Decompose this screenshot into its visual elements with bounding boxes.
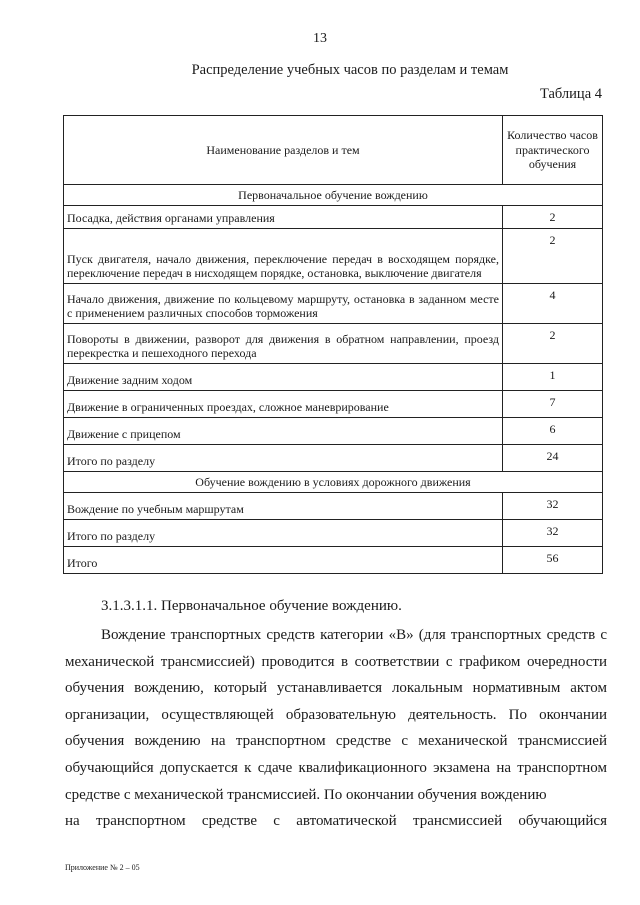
table-label: Таблица 4 xyxy=(539,86,602,102)
row-hours: 1 xyxy=(503,364,603,391)
table-row xyxy=(64,418,603,445)
row-hours: 4 xyxy=(503,284,603,324)
section-heading: 3.1.3.1.1. Первоначальное обучение вождению. xyxy=(101,598,402,614)
row-hours: 2 xyxy=(503,229,603,284)
table-header-row xyxy=(64,116,603,185)
row-name: Начало движения, движение по кольцевому маршруту, остановка в заданном месте с применением различных способов торможения xyxy=(64,284,503,324)
table-row xyxy=(64,493,603,520)
table-row xyxy=(64,284,603,324)
row-name: Вождение по учебным маршрутам xyxy=(64,493,503,520)
row-hours: 6 xyxy=(503,418,603,445)
table-row xyxy=(64,229,603,284)
table-row xyxy=(64,364,603,391)
paragraph-last-line: на транспортном средстве с автоматической трансмиссией обучающийся xyxy=(65,813,607,830)
row-name: Повороты в движении, разворот для движения в обратном направлении, проезд перекрестка и пешеходного перехода xyxy=(64,324,503,364)
table-row xyxy=(64,391,603,418)
row-name: Движение в ограниченных проездах, сложное маневрирование xyxy=(64,391,503,418)
header-hours: Количество часов практического обучения xyxy=(503,116,603,185)
header-name: Наименование разделов и тем xyxy=(64,116,503,185)
section-title-row xyxy=(64,185,603,206)
section-title: Первоначальное обучение вождению xyxy=(64,185,603,206)
paragraph-text: Вождение транспортных средств категории «B» (для транспортных средств с механической трансмиссией) проводится в соответствии с графиком очередности обучения вождению, который устанавливается локальным нормативным актом организации, осуществляющей образовательную деятельность. По окончании обучения вождению на транспортном средстве с механической трансмиссией обучающийся допускается к сдаче квалификационного экзамена на транспортном средстве с механической трансмиссией. По окончании обучения вождению xyxy=(65,627,607,803)
row-name: Пуск двигателя, начало движения, переключение передач в восходящем порядке, переключение передач в нисходящем порядке, остановка, выключение двигателя xyxy=(64,229,503,284)
row-hours: 32 xyxy=(503,493,603,520)
hours-table xyxy=(63,115,603,574)
footer-note: Приложение № 2 – 05 xyxy=(65,863,140,872)
row-name: Итого xyxy=(64,547,503,574)
page-number: 13 xyxy=(313,31,327,46)
document-title: Распределение учебных часов по разделам и темам xyxy=(191,62,509,78)
row-hours: 56 xyxy=(503,547,603,574)
body-paragraph xyxy=(65,622,607,835)
table-row xyxy=(64,324,603,364)
row-hours: 2 xyxy=(503,324,603,364)
section-title-row xyxy=(64,472,603,493)
section-total-row xyxy=(64,445,603,472)
row-name: Движение задним ходом xyxy=(64,364,503,391)
table-row xyxy=(64,206,603,229)
row-hours: 2 xyxy=(503,206,603,229)
row-hours: 32 xyxy=(503,520,603,547)
row-name: Посадка, действия органами управления xyxy=(64,206,503,229)
row-name: Итого по разделу xyxy=(64,445,503,472)
section-title: Обучение вождению в условиях дорожного движения xyxy=(64,472,603,493)
row-name: Движение с прицепом xyxy=(64,418,503,445)
row-name: Итого по разделу xyxy=(64,520,503,547)
row-hours: 24 xyxy=(503,445,603,472)
grand-total-row xyxy=(64,547,603,574)
section-total-row xyxy=(64,520,603,547)
row-hours: 7 xyxy=(503,391,603,418)
